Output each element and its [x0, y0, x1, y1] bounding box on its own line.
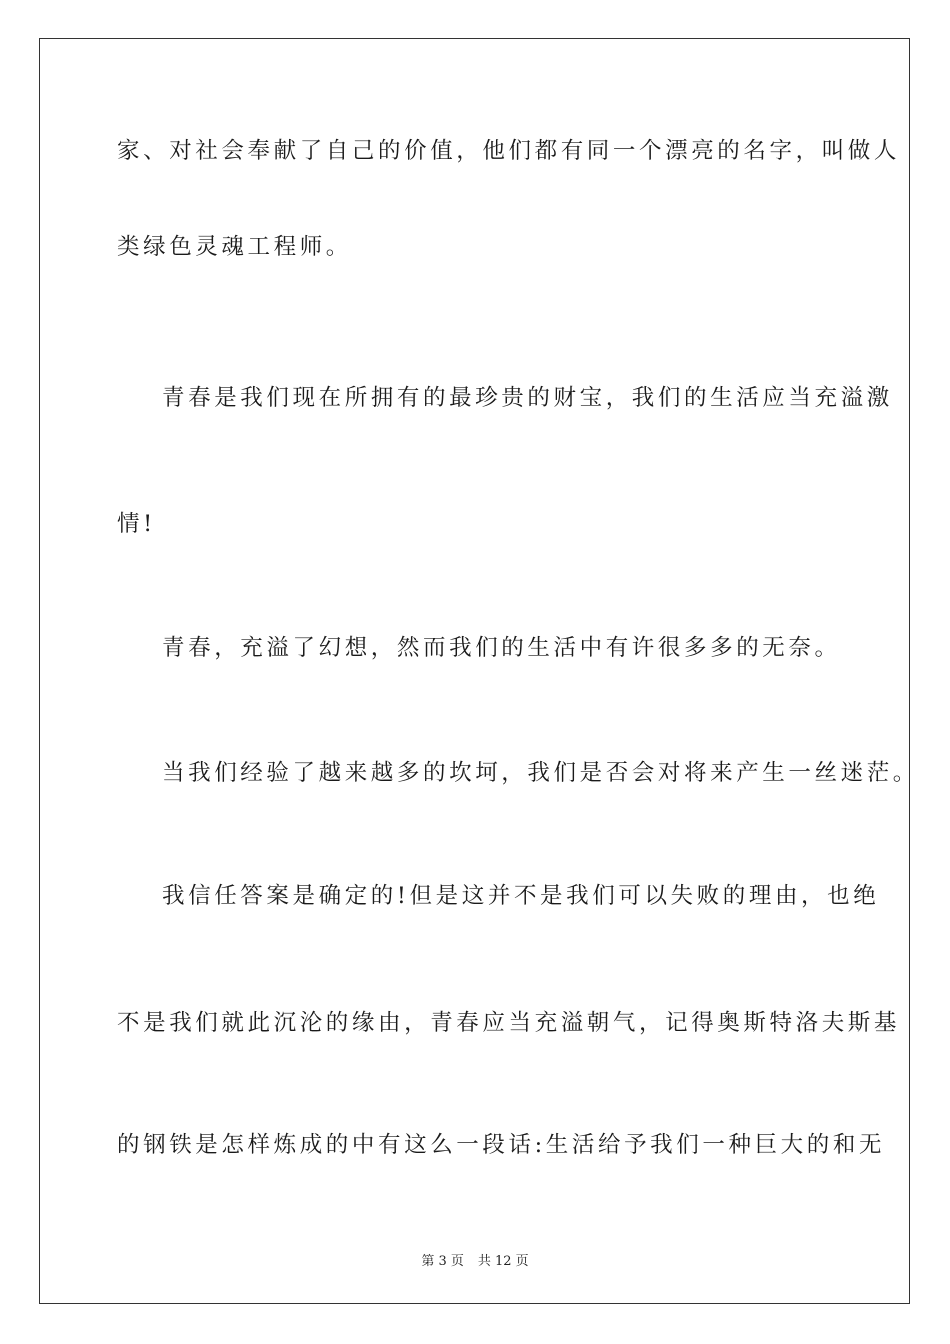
page-number: 第 3 页 — [421, 1254, 464, 1269]
page-total: 共 12 页 — [477, 1254, 529, 1269]
text-line-4: 情! — [117, 511, 156, 537]
text-line-5: 青春，充溢了幻想，然而我们的生活中有许很多多的无奈。 — [162, 635, 841, 661]
text-line-8: 不是我们就此沉沦的缘由，青春应当充溢朝气，记得奥斯特洛夫斯基 — [117, 1010, 901, 1036]
text-line-9: 的钢铁是怎样炼成的中有这么一段话:生活给予我们一种巨大的和无 — [117, 1132, 886, 1158]
text-line-2: 类绿色灵魂工程师。 — [117, 234, 352, 260]
text-line-7: 我信任答案是确定的!但是这并不是我们可以失败的理由，也绝 — [162, 883, 880, 909]
page-footer — [0, 1250, 950, 1269]
text-line-3: 青春是我们现在所拥有的最珍贵的财宝，我们的生活应当充溢激 — [162, 385, 893, 411]
text-line-6: 当我们经验了越来越多的坎坷，我们是否会对将来产生一丝迷茫。 — [162, 760, 919, 786]
text-line-1: 家、对社会奉献了自己的价值，他们都有同一个漂亮的名字，叫做人 — [117, 138, 901, 164]
page-frame — [39, 38, 910, 1304]
